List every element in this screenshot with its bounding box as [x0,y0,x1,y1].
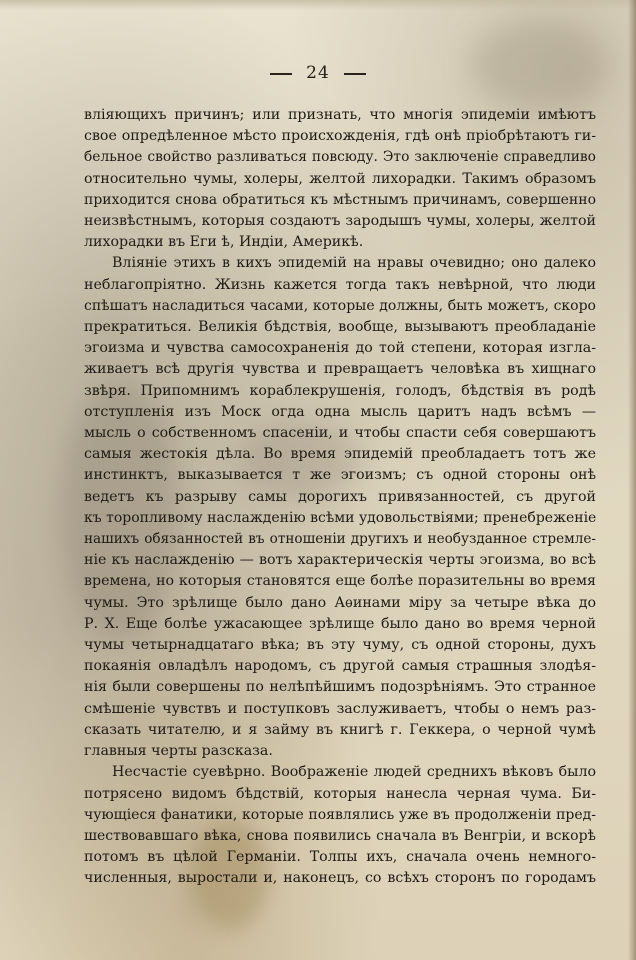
text-line: потомъ въ цѣлой Германіи. Толпы ихъ, сначала очень немного- [84,849,596,866]
text-line: шествовавшаго вѣка, снова появились сначала въ Венгріи, и вскорѣ [84,827,596,844]
text-line: инстинктъ, выказывается т же эгоизмъ; съ одной стороны онѣ [84,467,596,484]
text-line: самыя жестокія дѣла. Во время эпидемій преобладаетъ тотъ же [84,446,596,463]
text-line: лихорадки въ Еги ѣ, Индіи, Америкѣ. [84,234,364,251]
paragraph-3 [84,762,596,889]
text-line: Несчастіе суевѣрно. Воображеніе людей среднихъ вѣковъ было [112,764,596,781]
text-line: Вліяніе этихъ в кихъ эпидемій на нравы очевидно; оно далеко [112,255,596,272]
body-text [84,105,596,890]
text-line: приходится снова обратиться къ мѣстнымъ причинамъ, совершенно [84,191,596,208]
text-line: времена, но которыя становятся еще болѣе поразительны во время [84,573,596,590]
text-line: неблагопріятно. Жизнь кажется тогда такъ невѣрной, что люди [84,276,596,293]
text-line: бельное свойство разливаться повсюду. Это заключеніе справедливо [84,149,596,166]
text-line: главныя черты разсказа. [84,743,273,760]
page-right-edge [628,0,636,960]
text-line: мысль о собственномъ спасеніи, и чтобы спасти себя совершаютъ [84,425,596,442]
text-line: ніе къ наслажденію — вотъ характерическія черты эгоизма, во всѣ [84,552,596,569]
header-dash-right [344,73,366,75]
text-line: нія были совершены по нелѣпѣйшимъ подозрѣніямъ. Это странное [84,679,596,696]
text-line: сказать читателю, и я займу въ книгѣ г. Геккера, о черной чумѣ [84,721,596,738]
page-top-edge [0,0,636,10]
text-line: прекратиться. Великія бѣдствія, вообще, вызываютъ преобладаніе [84,319,596,336]
text-line: вліяющихъ причинъ; или признать, что многія эпидеміи имѣютъ [84,107,596,123]
text-line: чумы. Это зрѣлище было дано Аѳинами міру за четыре вѣка до [84,594,596,611]
text-line: свое опредѣленное мѣсто происхожденія, гдѣ онѣ пріобрѣтаютъ ги- [84,128,596,145]
paragraph-2 [84,253,596,762]
text-line: спѣшатъ насладиться часами, которые должны, быть можетъ, скоро [84,297,596,314]
text-line: покаянія овладѣлъ народомъ, съ другой самыя страшныя злодѣя- [84,658,596,675]
text-line: численныя, выростали и, наконецъ, со всѣхъ сторонъ по городамъ [84,870,596,887]
text-line: неизвѣстнымъ, которыя создаютъ зародышъ чумы, холеры, желтой [84,213,596,230]
page-number: 24 [306,63,330,83]
text-line: нашихъ обязанностей въ отношеніи другихъ и необузданное стремле- [84,531,596,548]
text-line: звѣря. Припомнимъ кораблекрушенія, голодъ, бѣдствія въ родѣ [84,382,596,399]
text-line: эгоизма и чувства самосохраненія до той степени, которая изгла- [84,340,596,357]
text-line: отступленія изъ Моск огда одна мысль царитъ надъ всѣмъ — [84,403,596,420]
text-line: потрясено видомъ бѣдствій, которыя нанесла черная чума. Би- [84,785,596,802]
text-line: ведетъ къ разрыву самы дорогихъ привязанностей, съ другой [84,488,596,505]
text-line: смѣшеніе чувствъ и поступковъ заслуживаетъ, чтобы о немъ раз- [84,700,596,717]
text-line: Р. Х. Еще болѣе ужасающее зрѣлище было дано во время черной [84,615,596,632]
text-line: относительно чумы, холеры, желтой лихорадки. Такимъ образомъ [84,170,596,187]
page-header [0,63,636,83]
paragraph-1 [84,105,596,253]
text-line: живаетъ всѣ другія чувства и превращаетъ человѣка въ хищнаго [84,361,596,378]
header-dash-left [270,73,292,75]
text-line: къ торопливому наслажденію всѣми удовольствіями; пренебреженіе [84,509,597,526]
text-line: чующіеся фанатики, которые появлялись уже въ продолженіи пред- [84,806,596,823]
text-line: чумы четырнадцатаго вѣка; въ эту чуму, съ одной стороны, духъ [84,637,596,654]
